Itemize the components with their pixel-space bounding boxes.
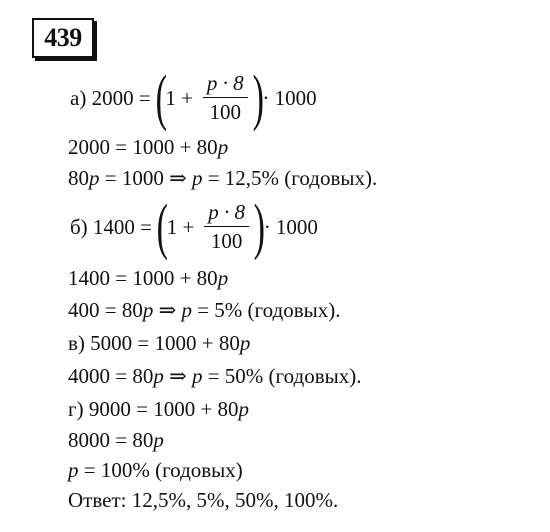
formula-b-rhs: · 1000: [263, 214, 318, 239]
fraction-numerator: p · 8: [203, 73, 248, 98]
formula-b-lhs: б) 1400 =: [70, 214, 153, 239]
right-paren-icon: ): [252, 64, 264, 132]
right-paren-icon: ): [253, 193, 266, 261]
part-d-line-1: г) 9000 = 1000 + 80p: [68, 397, 250, 421]
formula-b-fraction: [204, 202, 249, 252]
formula-b-one: 1 +: [166, 214, 195, 239]
formula-a-rhs: · 1000: [262, 85, 317, 110]
fraction-numerator: p · 8: [204, 202, 249, 227]
part-b-line-1: 1400 = 1000 + 80p: [68, 266, 229, 290]
formula-a-fraction: [203, 73, 248, 123]
fraction-denominator: 100: [210, 229, 243, 253]
part-c-line-2: 4000 = 80p ⇒ p = 50% (годовых).: [68, 364, 362, 388]
answer-line: Ответ: 12,5%, 5%, 50%, 100%.: [68, 488, 339, 512]
left-paren-icon: (: [155, 64, 167, 132]
problem-number: 439: [44, 23, 82, 52]
problem-number-badge: [32, 18, 94, 58]
part-a-line-1: 2000 = 1000 + 80p: [68, 135, 229, 159]
formula-a: [70, 61, 317, 135]
fraction-denominator: 100: [209, 100, 242, 124]
left-paren-icon: (: [156, 193, 169, 261]
part-b-line-2: 400 = 80p ⇒ p = 5% (годовых).: [68, 298, 341, 322]
part-d-line-2: 8000 = 80p: [68, 428, 164, 452]
formula-a-one: 1 +: [165, 85, 193, 110]
part-a-line-2: 80p = 1000 ⇒ p = 12,5% (годовых).: [68, 166, 378, 190]
formula-a-lhs: а) 2000 =: [70, 85, 151, 110]
part-c-line-1: в) 5000 = 1000 + 80p: [68, 331, 251, 355]
part-d-line-3: p = 100% (годовых): [68, 458, 243, 482]
formula-b: [70, 190, 318, 264]
